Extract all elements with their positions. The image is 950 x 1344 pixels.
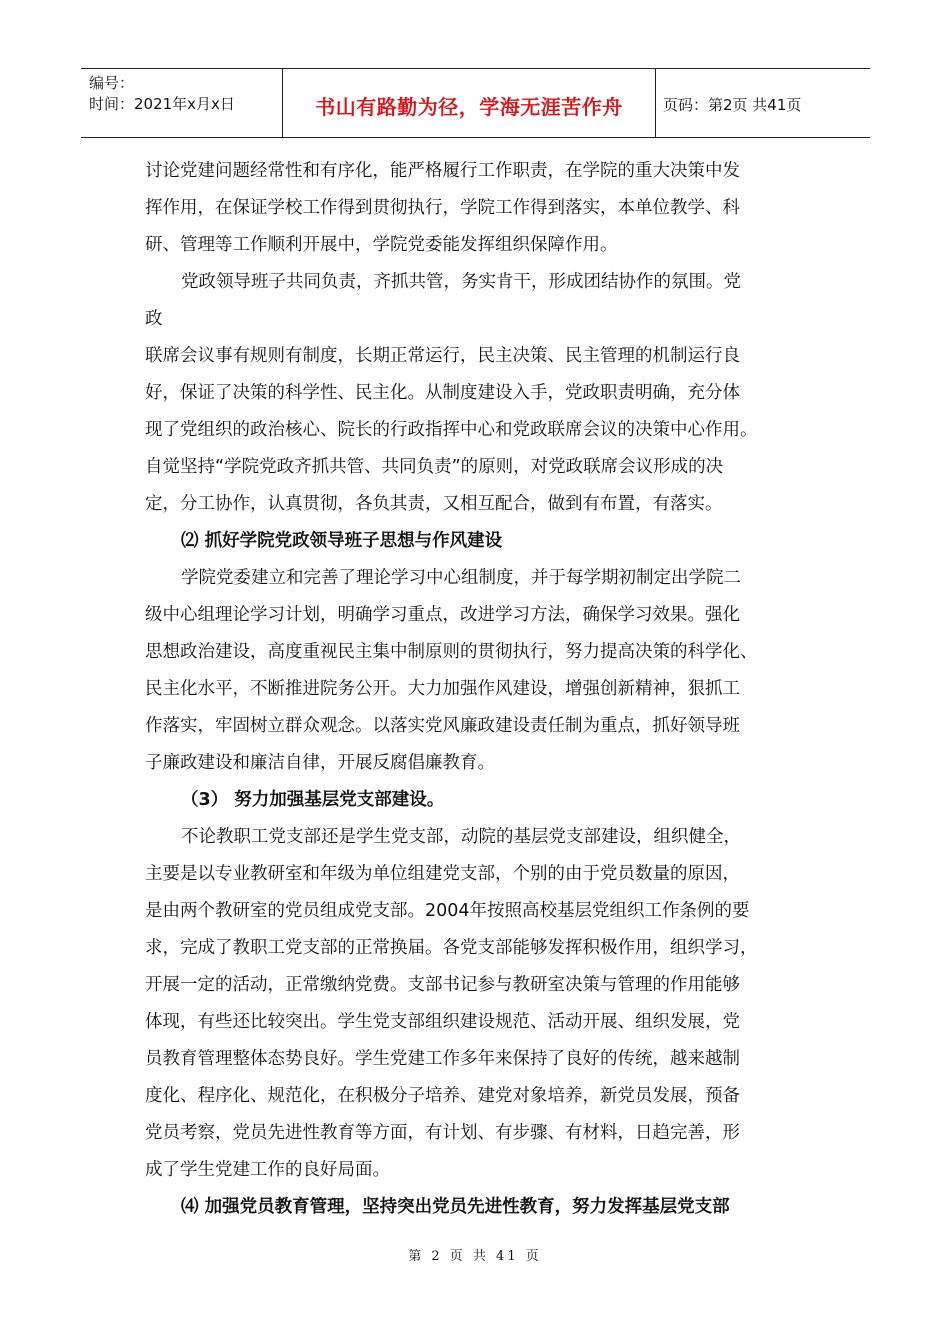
paragraph	[145, 819, 825, 1189]
text-line: 联席会议事有规则有制度，长期正常运行，民主决策、民主管理的机制运行良	[145, 346, 740, 366]
paragraph	[145, 153, 825, 264]
paragraph	[145, 264, 825, 338]
document-body	[145, 153, 825, 1226]
text-line: 思想政治建设，高度重视民主集中制原则的贯彻执行，努力提高决策的科学化、	[145, 642, 758, 662]
text-line: 开展一定的活动，正常缴纳党费。支部书记参与教研室决策与管理的作用能够	[145, 975, 740, 995]
section-heading: ⑷ 加强党员教育管理，坚持突出党员先进性教育，努力发挥基层党支部	[181, 1197, 730, 1217]
text-line: 不论教职工党支部还是学生党支部，动院的基层党支部建设，组织健全，	[181, 827, 741, 847]
text-line: 学院党委建立和完善了理论学习中心组制度，并于每学期初制定出学院二	[181, 568, 741, 588]
page-footer: 第 2 页 共 41 页	[408, 1249, 542, 1264]
text-line: 体现，有些还比较突出。学生党支部组织建设规范、活动开展、组织发展，党	[145, 1012, 740, 1032]
page-header	[81, 68, 870, 138]
header-page-info: 页码：第2页 共41页	[663, 96, 802, 114]
document-time-label: 时间：2021年x月x日	[89, 95, 235, 113]
text-line: 民主化水平，不断推进院务公开。大力加强作风建设，增强创新精神，狠抓工	[145, 679, 740, 699]
text-line: 自觉坚持“学院党政齐抓共管、共同负责”的原则，对党政联席会议形成的决	[145, 457, 724, 477]
text-line: 求，完成了教职工党支部的正常换届。各党支部能够发挥积极作用，组织学习，	[145, 938, 758, 958]
text-line: 定，分工协作，认真贯彻，各负其责，又相互配合，做到有布置，有落实。	[145, 494, 723, 514]
section-heading: （3） 努力加强基层党支部建设。	[181, 790, 445, 810]
text-line: 现了党组织的政治核心、院长的行政指挥中心和党政联席会议的决策中心作用。	[145, 420, 758, 440]
text-line: 政	[145, 309, 163, 329]
text-line: 挥作用，在保证学校工作得到贯彻执行，学院工作得到落实，本单位教学、科	[145, 198, 740, 218]
text-line: 党政领导班子共同负责，齐抓共管，务实肯干，形成团结协作的氛围。党	[181, 272, 741, 292]
text-line: 研、管理等工作顺利开展中，学院党委能发挥组织保障作用。	[145, 235, 618, 255]
document-number-label: 编号：	[89, 74, 135, 92]
paragraph	[145, 560, 825, 782]
text-line: 好，保证了决策的科学性、民主化。从制度建设入手，党政职责明确，充分体	[145, 383, 740, 403]
header-divider	[655, 69, 656, 137]
paragraph	[145, 338, 825, 523]
text-line: 成了学生党建工作的良好局面。	[145, 1160, 390, 1180]
text-line: 子廉政建设和廉洁自律，开展反腐倡廉教育。	[145, 753, 495, 773]
header-motto: 书山有路勤为径，学海无涯苦作舟	[315, 95, 623, 119]
text-line: 是由两个教研室的党员组成党支部。2004年按照高校基层党组织工作条例的要	[145, 901, 750, 921]
text-line: 级中心组理论学习计划，明确学习重点，改进学习方法，确保学习效果。强化	[145, 605, 740, 625]
text-line: 讨论党建问题经常性和有序化，能严格履行工作职责，在学院的重大决策中发	[145, 161, 740, 181]
text-line: 主要是以专业教研室和年级为单位组建党支部，个别的由于党员数量的原因，	[145, 864, 740, 884]
header-meta	[89, 73, 235, 115]
text-line: 作落实，牢固树立群众观念。以落实党风廉政建设责任制为重点，抓好领导班	[145, 716, 740, 736]
section-heading: ⑵ 抓好学院党政领导班子思想与作风建设	[181, 531, 503, 551]
text-line: 党员考察，党员先进性教育等方面，有计划、有步骤、有材料，日趋完善，形	[145, 1123, 740, 1143]
text-line: 度化、程序化、规范化，在积极分子培养、建党对象培养，新党员发展，预备	[145, 1086, 740, 1106]
text-line: 员教育管理整体态势良好。学生党建工作多年来保持了良好的传统，越来越制	[145, 1049, 740, 1069]
